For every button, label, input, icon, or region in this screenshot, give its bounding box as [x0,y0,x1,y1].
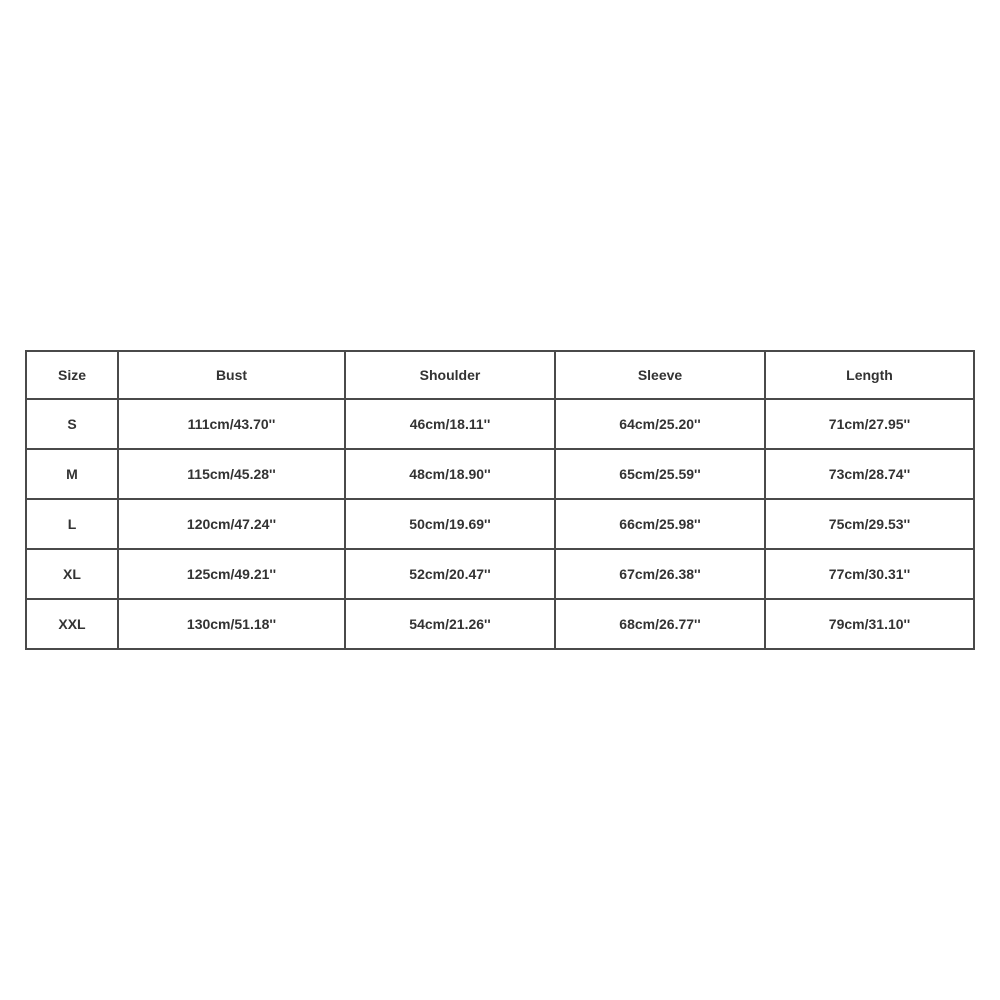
size-chart-header [26,351,974,399]
cell-shoulder: 48cm/18.90'' [345,449,555,499]
cell-sleeve: 64cm/25.20'' [555,399,765,449]
cell-shoulder: 46cm/18.11'' [345,399,555,449]
cell-bust: 115cm/45.28'' [118,449,345,499]
cell-size: XL [26,549,118,599]
table-row [26,599,974,649]
cell-bust: 125cm/49.21'' [118,549,345,599]
size-chart-table [25,350,975,650]
cell-size: M [26,449,118,499]
cell-sleeve: 66cm/25.98'' [555,499,765,549]
size-chart-body [26,399,974,649]
cell-length: 77cm/30.31'' [765,549,974,599]
table-row [26,449,974,499]
cell-size: S [26,399,118,449]
header-bust: Bust [118,351,345,399]
cell-shoulder: 52cm/20.47'' [345,549,555,599]
table-row [26,399,974,449]
cell-shoulder: 50cm/19.69'' [345,499,555,549]
cell-length: 71cm/27.95'' [765,399,974,449]
cell-size: XXL [26,599,118,649]
cell-length: 75cm/29.53'' [765,499,974,549]
header-sleeve: Sleeve [555,351,765,399]
cell-bust: 111cm/43.70'' [118,399,345,449]
cell-bust: 120cm/47.24'' [118,499,345,549]
cell-shoulder: 54cm/21.26'' [345,599,555,649]
table-row [26,499,974,549]
table-row [26,549,974,599]
cell-sleeve: 67cm/26.38'' [555,549,765,599]
cell-size: L [26,499,118,549]
cell-length: 79cm/31.10'' [765,599,974,649]
header-shoulder: Shoulder [345,351,555,399]
header-row [26,351,974,399]
cell-length: 73cm/28.74'' [765,449,974,499]
cell-sleeve: 65cm/25.59'' [555,449,765,499]
cell-sleeve: 68cm/26.77'' [555,599,765,649]
header-length: Length [765,351,974,399]
header-size: Size [26,351,118,399]
cell-bust: 130cm/51.18'' [118,599,345,649]
